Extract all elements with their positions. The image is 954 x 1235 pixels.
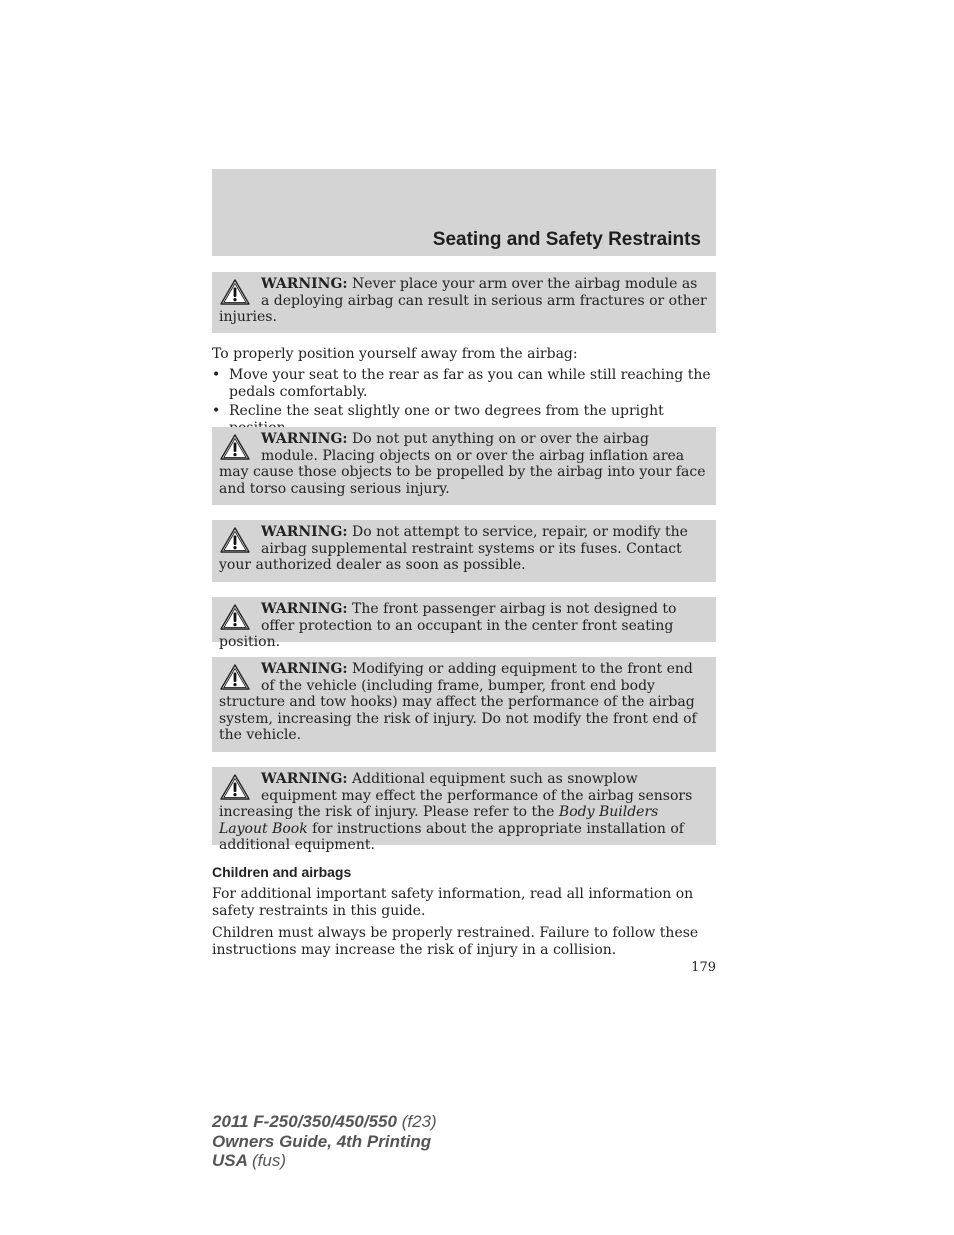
warning-label: WARNING:	[261, 771, 348, 787]
bullet-dot: •	[212, 403, 221, 419]
intro-text: To properly position yourself away from the airbag:	[212, 346, 578, 362]
warning-text: The front passenger airbag is not designed to offer protection to an occupant in the center front seating position.	[219, 601, 677, 650]
footer-market: USA	[212, 1151, 248, 1170]
warning-text: for instructions about the appropriate installation of additional equipment.	[219, 820, 684, 853]
header-bar	[212, 169, 716, 256]
footer	[212, 1112, 437, 1171]
warning-text: Do not attempt to service, repair, or modify the airbag supplemental restraint systems or its fuses. Contact your authorized dealer as soon as possible.	[219, 524, 688, 573]
warning-triangle-icon	[219, 663, 251, 691]
list-item-text: Recline the seat slightly one or two degrees from the upright	[229, 403, 664, 419]
warning-box	[212, 427, 716, 505]
warning-text: Do not put anything on or over the airbag module. Placing objects on or over the airbag inflation area may cause those objects to be propelled by the airbag into your face and torso causing serious injury.	[219, 431, 706, 497]
warning-box	[212, 520, 716, 582]
warning-label: WARNING:	[261, 276, 348, 292]
warning-triangle-icon	[219, 526, 251, 554]
paragraph: For additional important safety information, read all information on safety restraints in this guide.	[212, 886, 694, 919]
warning-triangle-icon	[219, 433, 251, 461]
warning-text: Never place your arm over the airbag module as a deploying airbag can result in serious arm fractures or other injuries.	[219, 276, 707, 325]
footer-line	[212, 1112, 437, 1132]
paragraph: Children must always be properly restrained. Failure to follow these instructions may increase the risk of injury in a collision.	[212, 925, 699, 958]
footer-line: Owners Guide, 4th Printing	[212, 1131, 432, 1151]
footer-market-code: (fus)	[252, 1151, 286, 1170]
warning-label: WARNING:	[261, 524, 348, 540]
footer-model-code: (f23)	[401, 1112, 437, 1131]
list-item-text: Move your seat to the rear as far as you can while still reaching the pedals comfortably.	[229, 367, 711, 400]
footer-line	[212, 1151, 437, 1171]
warning-triangle-icon	[219, 773, 251, 801]
list-item	[212, 367, 716, 400]
warning-label: WARNING:	[261, 431, 348, 447]
page-title: Seating and Safety Restraints	[432, 229, 701, 250]
bullet-dot: •	[212, 367, 221, 383]
warning-box	[212, 767, 716, 853]
book-title: Body Builders Layout Book	[219, 804, 659, 837]
warning-label: WARNING:	[261, 661, 348, 677]
warning-box	[212, 597, 716, 650]
section-heading: Children and airbags	[212, 864, 352, 880]
page-number: 179	[691, 960, 716, 975]
footer-model: 2011 F-250/350/450/550	[212, 1112, 397, 1131]
warning-box	[212, 657, 716, 752]
warning-label: WARNING:	[261, 601, 348, 617]
warning-text: Additional equipment such as snowplow equipment may effect the performance of the airbag sensors increasing the risk of injury. Please refer to the	[219, 771, 693, 820]
warning-triangle-icon	[219, 278, 251, 306]
warning-text: Modifying or adding equipment to the front end of the vehicle (including frame, bumper, front end body structure and tow hooks) may affect the performance of the airbag system, increasing the risk of injury. Do not modify the front end of the vehicle.	[219, 661, 697, 743]
warning-box	[212, 272, 716, 333]
warning-triangle-icon	[219, 603, 251, 631]
